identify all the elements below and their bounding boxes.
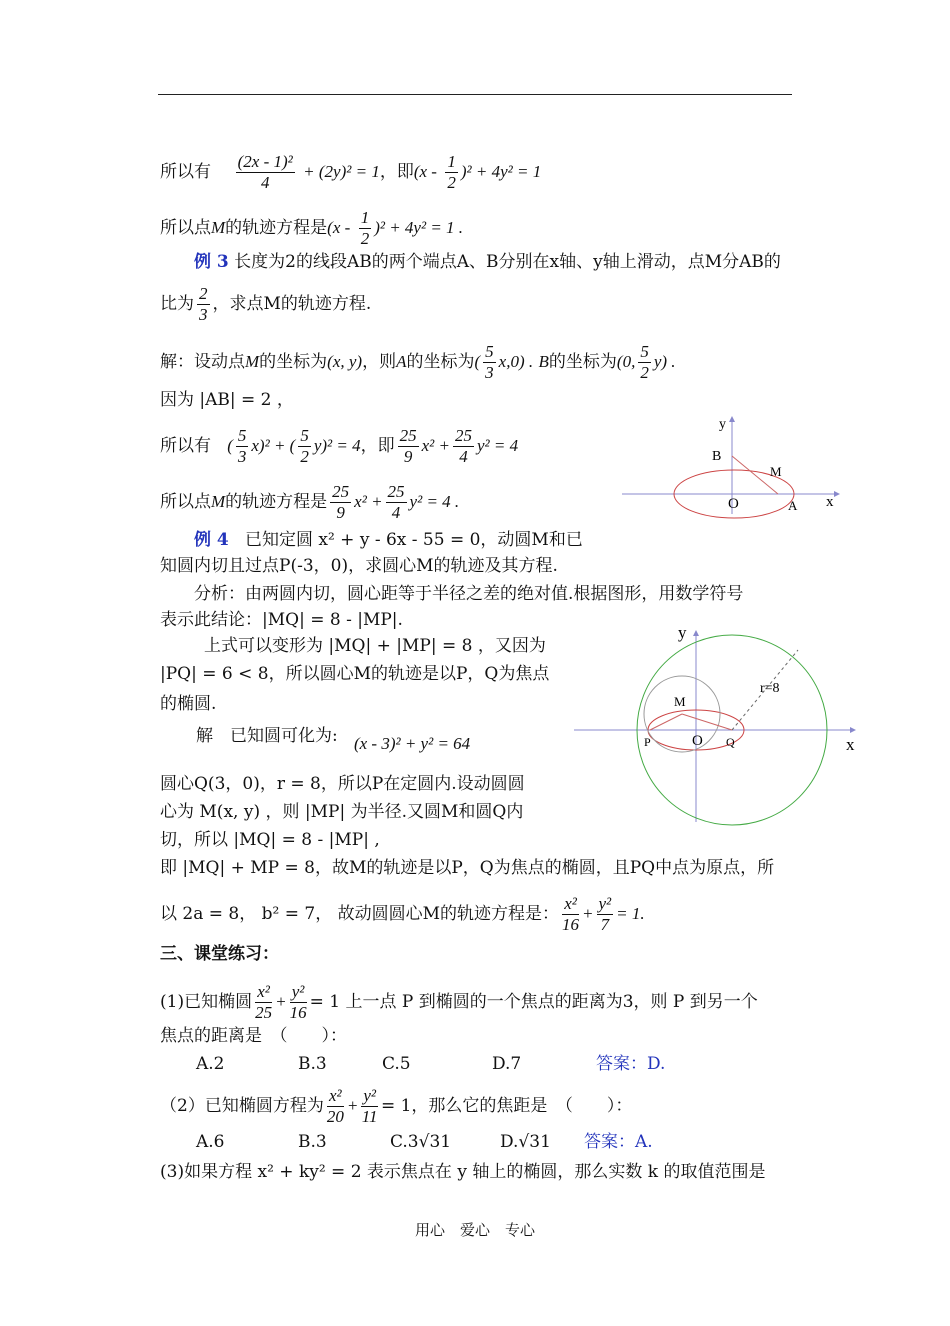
- equation: (x - 3)² + y² = 64: [353, 734, 471, 753]
- analysis-3: 上式可以变形为 |MQ| + |MP| = 8 ，又因为: [204, 636, 546, 656]
- page-footer: 用心 爱心 专心: [414, 1221, 535, 1239]
- text: ，求点M的轨迹方程.: [212, 294, 372, 314]
- solution-4-1: [196, 724, 471, 753]
- text: 所以有: [160, 436, 211, 456]
- fraction: $\frac{2}{3}$: [199, 284, 208, 324]
- equation: )² + 4y² = 1: [460, 162, 542, 181]
- fraction: $\frac{5}{2}$: [640, 342, 649, 382]
- fraction: $\frac{5}{3}$: [485, 342, 494, 382]
- label-b: B: [712, 449, 722, 464]
- analysis-4: |PQ| = 6 < 8，所以圆心M的轨迹是以P，Q为焦点: [160, 664, 550, 684]
- text: 的坐标为: [259, 352, 328, 372]
- question-3: (3)如果方程 x² + ky² = 2 表示焦点在 y 轴上的椭圆，那么实数 k 的取值范围是: [160, 1162, 766, 1182]
- analysis-5: 的椭圆.: [160, 694, 217, 714]
- question-1: [160, 982, 758, 1023]
- equation: = 1.: [616, 904, 645, 923]
- equation: x² +: [354, 492, 383, 511]
- figure-2-circles: [572, 622, 862, 828]
- fraction: $\frac{25}{9}$: [332, 482, 350, 522]
- label-x: x: [826, 494, 834, 510]
- var: M: [245, 352, 260, 371]
- because-line: 因为 |AB| = 2 ，: [160, 390, 294, 410]
- fraction: $\frac{5}{3}$: [237, 426, 247, 466]
- equation: y² = 4 .: [409, 492, 460, 511]
- text: = 1 上一点 P 到椭圆的一个焦点的距离为3，则 P 到另一个: [309, 992, 758, 1012]
- equation: x² +: [421, 436, 450, 455]
- example-3-line-2: [160, 284, 371, 325]
- label-q: Q: [726, 735, 735, 749]
- var: M: [211, 218, 226, 237]
- label-o: O: [728, 496, 739, 512]
- fraction: $\frac{\text{x²}}{16}$: [562, 894, 580, 934]
- text: 所以点: [160, 218, 211, 238]
- solution-4-3: 心为 M(x, y) ，则 |MP| 为半径.又圆M和圆Q内: [160, 802, 524, 822]
- fraction: $\frac{5}{2}$: [300, 426, 309, 466]
- so-line-2: [160, 482, 459, 523]
- equation: y) .: [653, 352, 676, 371]
- segment-mp: [650, 714, 682, 730]
- label-a: A: [788, 498, 798, 513]
- text: 解 已知圆可化为:: [196, 726, 338, 746]
- equation: + (2y)² = 1: [303, 162, 380, 181]
- fraction: $\frac{1}{2}$: [360, 208, 370, 248]
- text: ，则: [362, 352, 397, 372]
- label-x: x: [846, 735, 855, 754]
- text: 的坐标为: [548, 352, 617, 372]
- solution-4-2: 圆心Q(3，0)，r = 8，所以P在定圆内.设动圆圆: [160, 774, 525, 794]
- equation: +: [275, 992, 287, 1011]
- text: 以 2a = 8， b² = 7， 故动圆圆心M的轨迹方程是：: [160, 904, 560, 924]
- label-m: M: [674, 694, 686, 709]
- example-4: [194, 528, 583, 552]
- line-1: [160, 152, 541, 193]
- example-label: 例 4: [194, 530, 229, 550]
- var: M: [211, 492, 226, 511]
- text: 所以点: [160, 492, 211, 512]
- equation: y)² = 4: [313, 436, 361, 455]
- text: ，即: [379, 162, 414, 182]
- option-a: A.6: [196, 1132, 225, 1152]
- fraction: $\frac{\text{y²}}{11}$: [361, 1086, 378, 1126]
- header-rule: [158, 94, 792, 95]
- analysis-1: 分析：由两圆内切，圆心距等于半径之差的绝对值.根据图形，用数学符号: [194, 584, 744, 604]
- solution-4-4: 切，所以 |MQ| = 8 - |MP| ,: [160, 830, 380, 850]
- analysis-2: 表示此结论：|MQ| = 8 - |MP|.: [160, 610, 403, 630]
- line-2: [160, 208, 463, 249]
- option-c: C.5: [382, 1054, 411, 1074]
- option-c: C.3√31: [390, 1132, 452, 1152]
- label-o: O: [692, 733, 703, 749]
- option-d: D.√31: [500, 1132, 551, 1152]
- example-label: 例 3: [194, 252, 229, 272]
- text: 的轨迹方程是: [225, 492, 328, 512]
- text: （2）已知椭圆方程为: [160, 1096, 324, 1116]
- text: 长度为2的线段AB的两个端点A、B分别在x轴、y轴上滑动，点M分AB的: [234, 252, 781, 272]
- equation: +: [582, 904, 594, 923]
- question-2: [160, 1086, 632, 1127]
- var: (x, y): [327, 352, 363, 371]
- label-y: y: [719, 417, 726, 432]
- text: 已知定圆 x² + y - 6x - 55 = 0，动圆M和已: [244, 530, 583, 550]
- equation: (0,: [616, 352, 636, 371]
- var: B: [538, 352, 549, 371]
- answer: 答案：D.: [596, 1054, 666, 1074]
- label-radius: r=8: [760, 681, 780, 696]
- text: 的轨迹方程是: [225, 218, 328, 238]
- equation: (x -: [413, 162, 437, 181]
- text: ，即: [360, 436, 395, 456]
- equation: y² = 4: [476, 436, 519, 455]
- figure-1-ellipse: [620, 414, 840, 520]
- equation: x)² + (: [251, 436, 296, 455]
- label-y: y: [678, 623, 687, 642]
- answer: 答案：A.: [584, 1132, 653, 1152]
- equation: )² + 4y² = 1 .: [374, 218, 464, 237]
- arrow-icon: [693, 630, 699, 636]
- fraction: $\frac{\text{(2x - 1)²}}{4}$: [237, 152, 293, 192]
- text: = 1，那么它的焦距是 （ ）：: [380, 1096, 633, 1116]
- fraction: $\frac{\text{x²}}{20}$: [326, 1086, 344, 1126]
- text: 解：设动点: [160, 352, 245, 372]
- section-heading: 三、课堂练习：: [160, 944, 279, 964]
- var: A: [396, 352, 407, 371]
- fraction: $\frac{1}{2}$: [447, 152, 456, 192]
- text: 比为: [160, 294, 194, 314]
- option-b: B.3: [298, 1054, 327, 1074]
- segment-mq: [682, 714, 732, 730]
- option-a: A.2: [196, 1054, 225, 1074]
- equation: (: [227, 436, 233, 455]
- fraction: $\frac{25}{4}$: [454, 426, 472, 466]
- text: (1)已知椭圆: [160, 992, 253, 1012]
- equation: +: [346, 1096, 359, 1115]
- example-4-line-2: 知圆内切且过点P(-3，0)，求圆心M的轨迹及其方程.: [160, 556, 558, 576]
- fraction: $\frac{\text{y²}}{16}$: [289, 982, 307, 1022]
- solution-3: [160, 342, 676, 383]
- fraction: $\frac{\text{y²}}{7}$: [598, 894, 612, 934]
- arrow-icon: [834, 491, 840, 497]
- question-1-line-2: 焦点的距离是 （ ）：: [160, 1026, 347, 1046]
- equation: (: [474, 352, 481, 371]
- text: 的坐标为: [406, 352, 475, 372]
- equation: (x -: [327, 218, 351, 237]
- fraction: $\frac{\text{x²}}{25}$: [255, 982, 273, 1022]
- solution-4-5: 即 |MQ| + MP = 8，故M的轨迹是以P，Q为焦点的椭圆，且PQ中点为原点，所: [160, 858, 775, 878]
- option-d: D.7: [492, 1054, 522, 1074]
- label-p: P: [644, 735, 651, 749]
- fraction: $\frac{25}{9}$: [399, 426, 417, 466]
- arrow-icon: [729, 416, 735, 422]
- text: 所以有: [160, 162, 211, 182]
- label-m: M: [770, 464, 782, 479]
- equation: x,0) .: [498, 352, 534, 371]
- example-3: [194, 250, 781, 274]
- so-line-1: [160, 426, 518, 467]
- solution-4-6: [160, 894, 645, 935]
- fraction: $\frac{25}{4}$: [387, 482, 405, 522]
- arrow-icon: [850, 727, 856, 733]
- option-b: B.3: [298, 1132, 327, 1152]
